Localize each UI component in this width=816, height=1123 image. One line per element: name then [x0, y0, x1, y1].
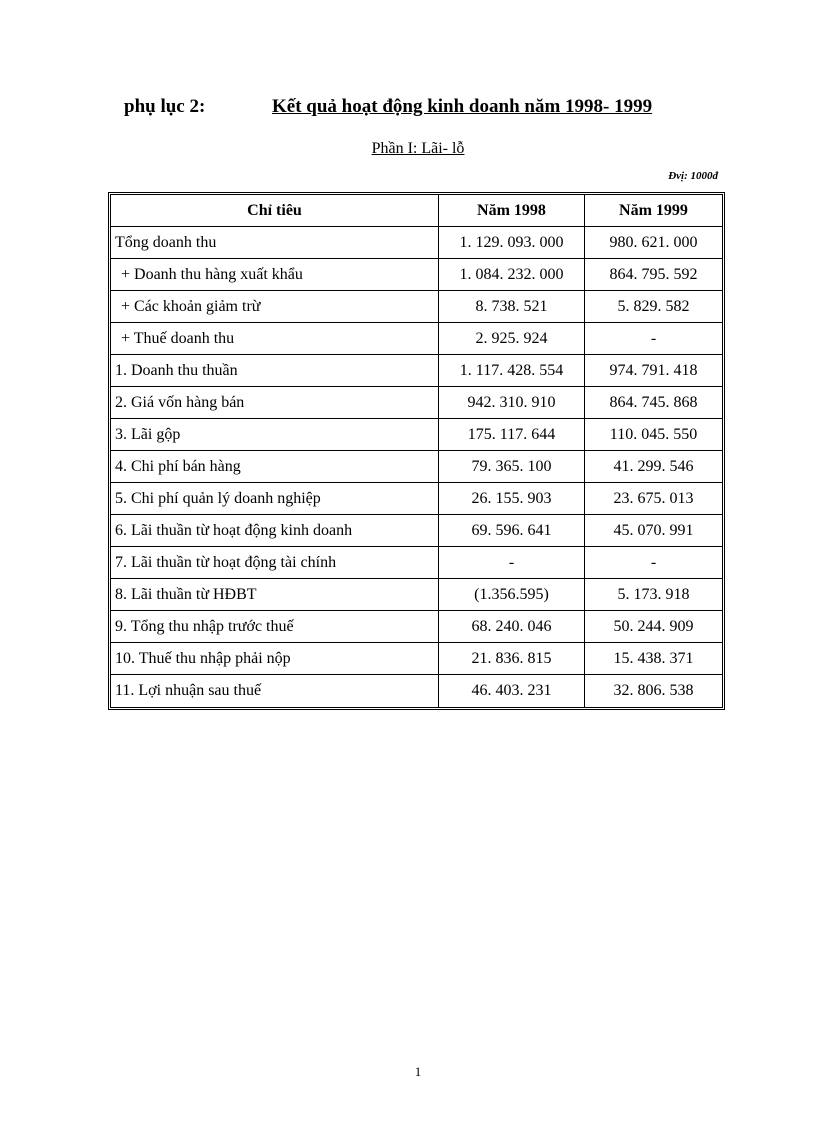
row-label: 3. Lãi gộp: [111, 419, 439, 451]
value-1998: 26. 155. 903: [439, 483, 585, 515]
table-header-row: [111, 195, 722, 227]
row-label: 9. Tổng thu nhập trước thuế: [111, 611, 439, 643]
value-1999: 5. 829. 582: [585, 291, 722, 323]
value-1999: 32. 806. 538: [613, 682, 694, 699]
value-1999: 110. 045. 550: [585, 419, 722, 451]
value-1999: -: [585, 323, 722, 355]
unit-note: Đvị: 1000đ: [668, 170, 718, 182]
row-label: + Thuế doanh thu: [111, 323, 439, 355]
results-table: [108, 192, 725, 710]
value-1998: 2. 925. 924: [439, 323, 585, 355]
appendix-label: phụ lục 2:: [124, 96, 206, 117]
header-year-1998: Năm 1998: [439, 195, 585, 227]
value-1998: 69. 596. 641: [439, 515, 585, 547]
value-1998: 175. 117. 644: [439, 419, 585, 451]
table-row: [111, 547, 722, 579]
page-heading: [0, 96, 816, 124]
row-label: 7. Lãi thuần từ hoạt động tài chính: [111, 547, 439, 579]
value-1998: (1.356.595): [439, 579, 585, 611]
table-row: [111, 259, 722, 291]
value-1998: 21. 836. 815: [439, 643, 585, 675]
value-1999: 15. 438. 371: [585, 643, 722, 675]
value-1999: 980. 621. 000: [585, 227, 722, 259]
row-label: 2. Giá vốn hàng bán: [111, 387, 439, 419]
value-1999: 41. 299. 546: [585, 451, 722, 483]
section-title: Phần I: Lãi- lỗ: [371, 140, 465, 157]
table-row: [111, 227, 722, 259]
table-row: [111, 611, 722, 643]
row-label: 5. Chi phí quản lý doanh nghiệp: [111, 483, 439, 515]
table-row: [111, 419, 722, 451]
value-1998: -: [439, 547, 585, 579]
value-1998: 68. 240. 046: [439, 611, 585, 643]
row-label: Tổng doanh thu: [111, 227, 439, 259]
value-1998: 1. 117. 428. 554: [439, 355, 585, 387]
row-label: 10. Thuế thu nhập phải nộp: [111, 643, 439, 675]
row-label: + Các khoản giảm trừ: [111, 291, 439, 323]
table-row: [111, 387, 722, 419]
header-indicator: Chỉ tiêu: [111, 195, 439, 227]
value-1999: 974. 791. 418: [585, 355, 722, 387]
value-1998: 8. 738. 521: [439, 291, 585, 323]
value-1999: 50. 244. 909: [585, 611, 722, 643]
value-1999: 5. 173. 918: [585, 579, 722, 611]
value-1999: 45. 070. 991: [585, 515, 722, 547]
page-number: 1: [414, 1064, 422, 1079]
value-1999: 23. 675. 013: [585, 483, 722, 515]
row-label: + Doanh thu hàng xuất khẩu: [111, 259, 439, 291]
page-title: Kết quả hoạt động kinh doanh năm 1998- 1999: [272, 96, 653, 117]
table-row: [111, 579, 722, 611]
table-row: [111, 291, 722, 323]
row-label: 6. Lãi thuần từ hoạt động kinh doanh: [111, 515, 439, 547]
value-1998: 942. 310. 910: [439, 387, 585, 419]
table-row: [111, 355, 722, 387]
row-label: 11. Lợi nhuận sau thuế: [111, 675, 439, 707]
value-1999: -: [585, 547, 722, 579]
value-1998: 1. 084. 232. 000: [439, 259, 585, 291]
value-1999: 864. 745. 868: [585, 387, 722, 419]
row-label: 4. Chi phí bán hàng: [111, 451, 439, 483]
value-1998: 46. 403. 231: [439, 675, 585, 707]
table-row: [111, 323, 722, 355]
table-row: [111, 675, 722, 707]
row-label: 1. Doanh thu thuần: [111, 355, 439, 387]
table-row: [111, 483, 722, 515]
table-row: [111, 643, 722, 675]
header-year-1999: Năm 1999: [585, 195, 722, 227]
results-table-container: [108, 192, 719, 710]
value-1998: 1. 129. 093. 000: [439, 227, 585, 259]
value-1999: 864. 795. 592: [585, 259, 722, 291]
row-label: 8. Lãi thuần từ HĐBT: [111, 579, 439, 611]
table-row: [111, 451, 722, 483]
table-row: [111, 515, 722, 547]
value-1998: 79. 365. 100: [439, 451, 585, 483]
